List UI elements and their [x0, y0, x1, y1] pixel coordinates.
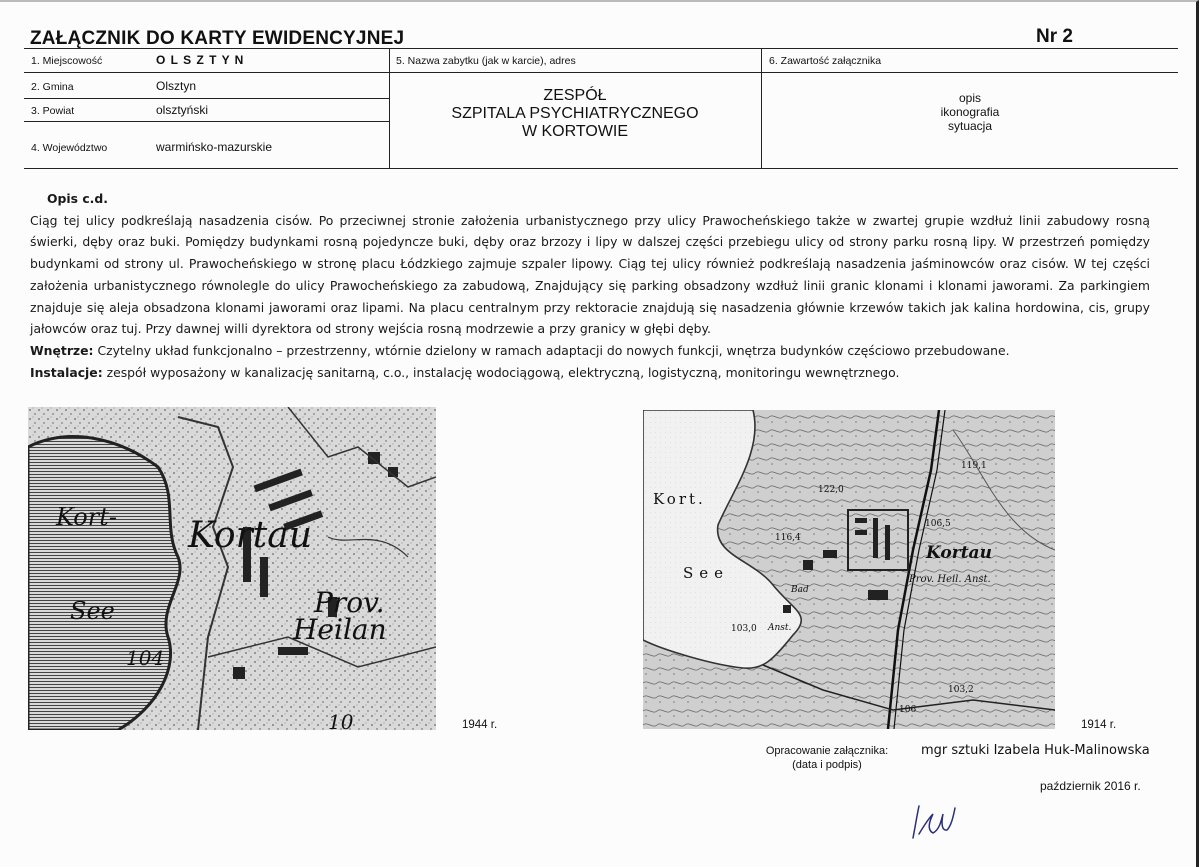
map-label: 103,0: [731, 624, 757, 634]
map-label: Kortau: [926, 543, 992, 563]
interior-text: Czytelny układ funkcjonalno – przestrzenny, wtórnie dzielony w ramach adaptacji do nowych funkcji, wnętrza budynków częściowo przebudowane.: [93, 342, 1010, 358]
contents-line: ikonografia: [940, 105, 1000, 119]
map-label: 106,5: [925, 519, 951, 529]
map-label: 116,4: [775, 533, 801, 543]
map-label: Bad: [791, 585, 809, 595]
installations-text: zespół wyposażony w kanalizację sanitarną, c.o., instalację wodociągową, elektryczną, logistyczną, monitoringu wewnętrznego.: [102, 364, 900, 380]
row-divider: [389, 72, 1178, 73]
prepared-by-line: (data i podpis): [792, 759, 862, 771]
map-label: 10: [328, 710, 354, 730]
monument-name-line: W KORTOWIE: [521, 123, 629, 140]
attachment-contents: [762, 91, 1178, 133]
zawartosc-label: 6. Zawartość załącznika: [769, 55, 882, 67]
row-divider: [24, 98, 389, 99]
contents-line: sytuacja: [947, 119, 993, 133]
map-label: Kort-: [56, 503, 117, 531]
map-label: Prov. Heil. Anst.: [909, 574, 991, 585]
map-label: 122,0: [818, 485, 844, 495]
map-label: Heilan: [293, 613, 387, 646]
map-1914-caption: 1914 r.: [1081, 719, 1117, 731]
powiat-value: olsztyński: [156, 103, 209, 117]
monument-name-line: SZPITALA PSYCHIATRYCZNEGO: [451, 105, 699, 122]
prepared-by-label: [742, 744, 912, 772]
map-label: Anst.: [768, 623, 792, 633]
gmina-value: Olsztyn: [156, 79, 197, 93]
description-heading: Opis c.d.: [47, 191, 108, 206]
wojewodztwo-value: warmińsko-mazurskie: [156, 140, 273, 154]
handwritten-signature: [905, 800, 960, 840]
author-name: mgr sztuki Izabela Huk-Malinowska: [921, 743, 1150, 758]
record-form-table: [24, 48, 1178, 169]
nazwa-label: 5. Nazwa zabytku (jak w karcie), adres: [396, 55, 576, 67]
miejscowosc-value: O L S Z T Y N: [156, 53, 245, 67]
map-1944: [28, 407, 436, 730]
monument-name: [389, 87, 761, 141]
gmina-label: 2. Gmina: [31, 81, 74, 93]
installations-label: Instalacje:: [30, 364, 103, 380]
map-label: Kortau: [188, 515, 312, 556]
powiat-label: 3. Powiat: [31, 105, 75, 117]
map-label: Kort.: [653, 490, 706, 508]
miejscowosc-label: 1. Miejscowość: [31, 55, 103, 67]
description-section: [30, 188, 1150, 383]
map-label: See: [683, 564, 730, 582]
map-1944-caption: 1944 r.: [462, 719, 498, 731]
interior-label: Wnętrze:: [30, 342, 94, 358]
map-label: 103,2: [948, 685, 974, 695]
prepared-date: październik 2016 r.: [1040, 779, 1141, 793]
attachment-number: Nr 2: [1036, 26, 1073, 47]
description-paragraph: Ciąg tej ulicy podkreślają nasadzenia cisów. Po przeciwnej stronie założenia urbanistycznego przy ulicy Prawocheńskiego także w zwartej grupie wzdłuż linii zabudowy rosną świerki, dęby oraz buki. Pomiędzy budynkami rosną pojedyncze buki, dęby oraz brzozy i lipy w dalszej części przebiegu ulicy od strony parku rosną lipy. W przestrzeń pomiędzy budynkami od strony ul. Prawocheńskiego w stronę placu Łódzkiego zajmuje szpaler lipowy. Ciąg tej ulicy również podkreślają nasadzenia jaśminowców oraz cisów. W tej części założenia urbanistycznego równolegle do ulicy Prawocheńskiego za zabudową, Znajdujący się parking obsadzony wzdłuż linii granic klonami i klonami jaworami. Za parkingiem znajduje się aleja obsadzona klonami jaworami oraz lipami. Na placu centralnym przy rektoracie znajdują się nasadzenia głównie krzewów takich jak kalina hordowina, cis, grupy jałowców oraz tuj. Przy dawnej willi dyrektora od strony wejścia rosną modrzewie a przy granicy w głębi dęby.: [30, 212, 1150, 337]
monument-name-line: ZESPÓŁ: [543, 87, 607, 104]
wojewodztwo-label: 4. Województwo: [31, 142, 108, 154]
contents-line: opis: [958, 91, 981, 105]
prepared-by-line: Opracowanie załącznika:: [765, 745, 889, 757]
map-label: Prov.: [314, 586, 385, 619]
installations-paragraph: [30, 362, 1150, 384]
interior-paragraph: [30, 340, 1150, 362]
document-title: ZAŁĄCZNIK DO KARTY EWIDENCYJNEJ: [30, 28, 405, 49]
map-1914: [643, 410, 1055, 729]
map-label: 104: [126, 646, 165, 670]
row-divider: [24, 121, 389, 122]
map-label: 106: [899, 705, 917, 715]
row-divider: [24, 72, 389, 73]
map-label: See: [70, 597, 115, 625]
map-label: 119,1: [961, 461, 987, 471]
